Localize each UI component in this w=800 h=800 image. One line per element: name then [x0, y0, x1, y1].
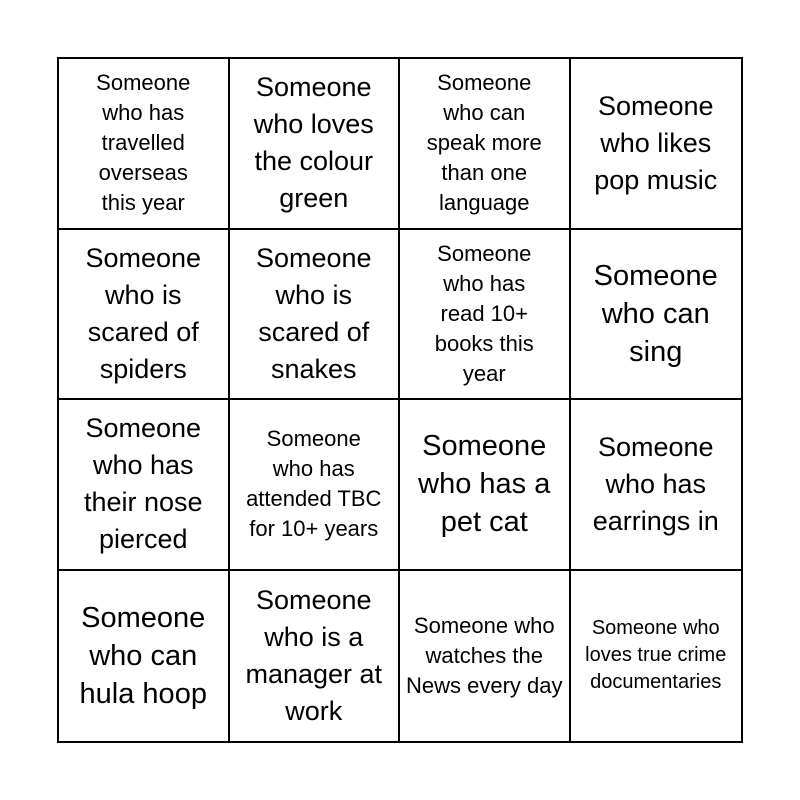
- bingo-cell-text: Someone who watches the News every day: [406, 612, 563, 698]
- bingo-cell-text: Someone who has a pet cat: [418, 430, 551, 539]
- bingo-cell-r2c1[interactable]: [59, 230, 230, 401]
- bingo-cell-text: Someone who has read 10+ books this year: [434, 240, 534, 386]
- bingo-board: [57, 57, 743, 743]
- bingo-cell-text: Someone who can speak more than one language: [426, 70, 542, 216]
- bingo-cell-r1c2[interactable]: [230, 59, 401, 230]
- bingo-cell-text: Someone who has earrings in: [592, 431, 719, 536]
- bingo-cell-r2c3[interactable]: [400, 230, 571, 401]
- bingo-cell-r2c4[interactable]: [571, 230, 742, 401]
- bingo-cell-text: Someone who is scared of snakes: [255, 242, 372, 384]
- bingo-cell-text: Someone who is a manager at work: [245, 584, 383, 726]
- bingo-cell-text: Someone who loves the colour green: [253, 72, 374, 214]
- bingo-cell-text: Someone who has travelled overseas this year: [96, 70, 191, 216]
- bingo-cell-r3c4[interactable]: [571, 400, 742, 571]
- bingo-cell-text: Someone who can sing: [593, 259, 718, 368]
- bingo-cell-r3c1[interactable]: [59, 400, 230, 571]
- bingo-cell-text: Someone who can hula hoop: [79, 601, 207, 710]
- bingo-cell-r4c1[interactable]: [59, 571, 230, 742]
- bingo-cell-r1c4[interactable]: [571, 59, 742, 230]
- bingo-cell-r1c1[interactable]: [59, 59, 230, 230]
- bingo-cell-r3c3[interactable]: [400, 400, 571, 571]
- bingo-cell-r4c4[interactable]: [571, 571, 742, 742]
- bingo-cell-r1c3[interactable]: [400, 59, 571, 230]
- bingo-cell-r4c3[interactable]: [400, 571, 571, 742]
- bingo-cell-text: Someone who has attended TBC for 10+ years: [246, 426, 382, 542]
- bingo-cell-r3c2[interactable]: [230, 400, 401, 571]
- bingo-cell-r2c2[interactable]: [230, 230, 401, 401]
- bingo-cell-text: Someone who loves true crime documentaries: [585, 617, 727, 694]
- bingo-cell-text: Someone who has their nose pierced: [83, 413, 203, 555]
- bingo-cell-text: Someone who likes pop music: [594, 90, 718, 195]
- bingo-cell-r4c2[interactable]: [230, 571, 401, 742]
- bingo-cell-text: Someone who is scared of spiders: [85, 242, 202, 384]
